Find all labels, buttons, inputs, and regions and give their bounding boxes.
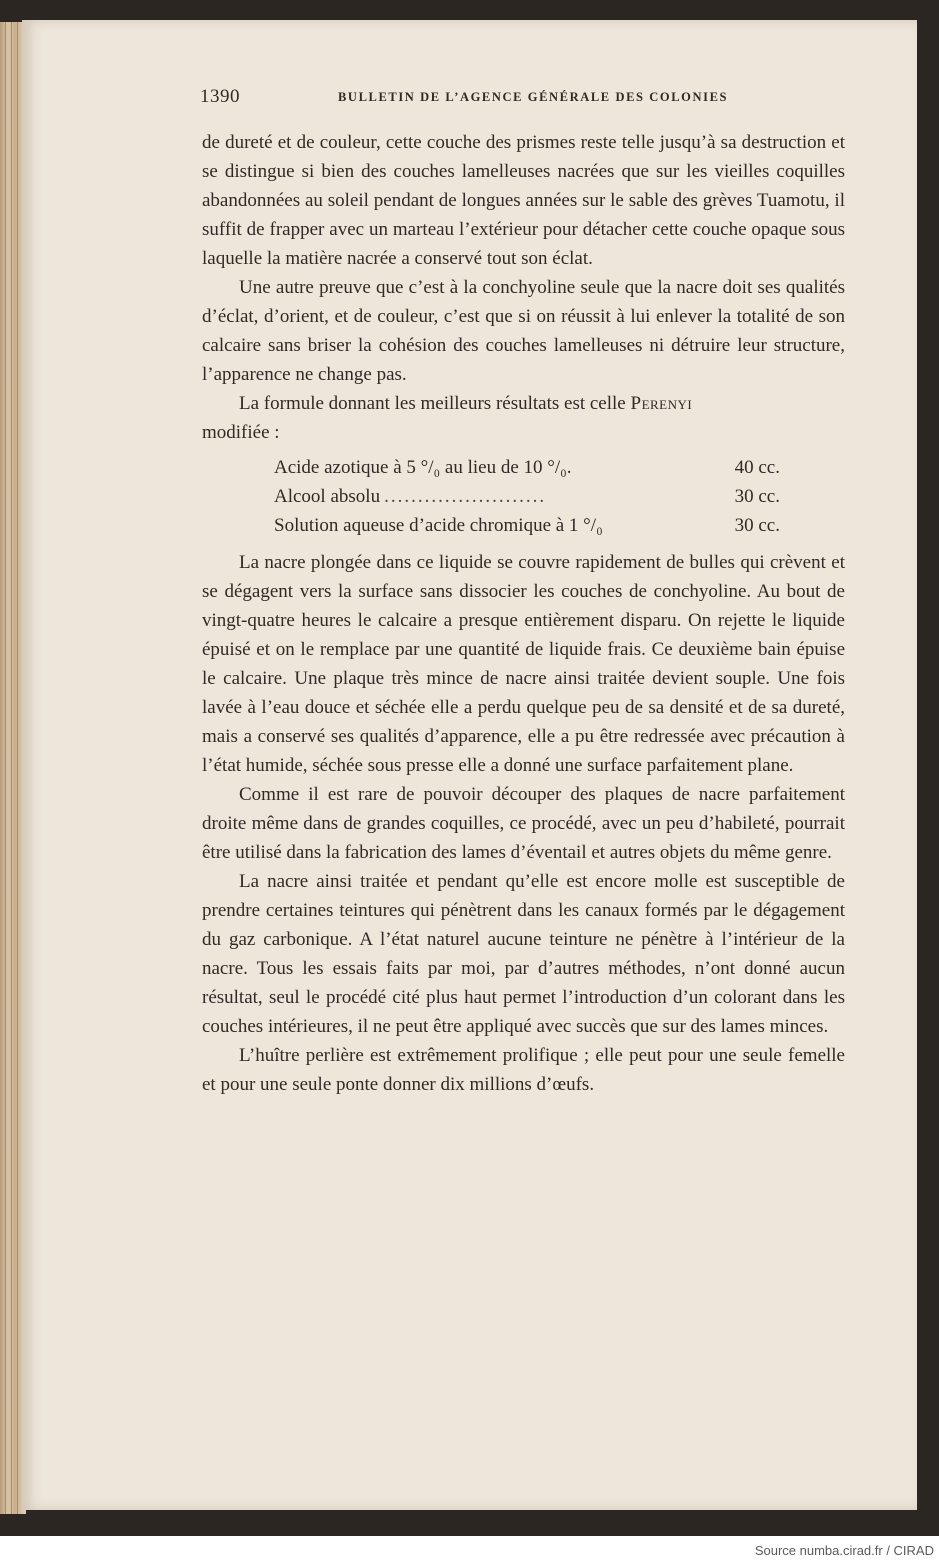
formula-row: [274, 482, 780, 511]
running-title: BULLETIN DE L’AGENCE GÉNÉRALE DES COLONIES: [338, 90, 729, 104]
article-body: [202, 128, 845, 1099]
paragraph-3-tail: modifiée :: [202, 422, 280, 443]
formula-ingredient: Solution aqueuse d’acide chromique à 1 °/₀: [274, 515, 603, 536]
formula-ingredient: Alcool absolu: [274, 486, 381, 507]
paragraph-7: L’huître perlière est extrêmement prolifique ; elle peut pour une seule femelle et pour une seule ponte donner dix millions d’œufs.: [202, 1045, 845, 1095]
formula-amount: 30 cc.: [734, 515, 780, 536]
formula-amount: 30 cc.: [734, 486, 780, 507]
page-header: [200, 86, 800, 110]
formula-list: [274, 453, 780, 540]
paragraph-6: La nacre ainsi traitée et pendant qu’elle est encore molle est susceptible de prendre certaines teintures qui pénètrent dans les canaux formés par le dégagement du gaz carbonique. A l’état naturel aucune teinture ne pénètre à l’intérieur de la nacre. Tous les essais faits par moi, par d’autres méthodes, n’ont donné aucun résultat, seul le procédé cité plus haut permet l’introduction d’un colorant dans les couches intérieures, il ne peut être appliqué avec succès que sur des lames minces.: [202, 871, 845, 1037]
formula-row: [274, 511, 780, 540]
formula-amount: 40 cc.: [734, 457, 780, 478]
page-number: 1390: [200, 86, 240, 107]
paragraph-5: Comme il est rare de pouvoir découper des plaques de nacre parfaitement droite même dans de grandes coquilles, ce procédé, avec un peu d’habileté, pourrait être utilisé dans la fabrication des lames d’éventail et autres objets du même genre.: [202, 784, 845, 863]
paragraph-3: [202, 389, 845, 447]
paragraph-1: de dureté et de couleur, cette couche des prismes reste telle jusqu’à sa destruction et se distingue si bien des couches lamelleuses nacrées que sur les vieilles coquilles abandonnées au soleil pendant de longues années sur le sable des grèves Tuamotu, il suffit de frapper avec un marteau l’extérieur pour détacher cette couche opaque sous laquelle la matière nacrée a conservé tout son éclat.: [202, 132, 845, 269]
author-name: Perenyi: [630, 393, 693, 414]
source-credit: Source numba.cirad.fr / CIRAD: [754, 1543, 934, 1558]
formula-leader-dots: ........................: [384, 486, 547, 507]
paragraph-2: Une autre preuve que c’est à la conchyoline seule que la nacre doit ses qualités d’éclat, d’orient, et de couleur, c’est que si on réussit à lui enlever la totalité de son calcaire sans briser la cohésion des couches lamelleuses ni détruire leur structure, l’apparence ne change pas.: [202, 277, 845, 385]
formula-row: [274, 453, 780, 482]
paragraph-4: La nacre plongée dans ce liquide se couvre rapidement de bulles qui crèvent et se dégagent vers la surface sans dissocier les couches de conchyoline. Au bout de vingt-quatre heures le calcaire a presque entièrement disparu. On rejette le liquide épuisé et on le remplace par une quantité de liquide frais. Ce deuxième bain épuise le calcaire. Une plaque très mince de nacre ainsi traitée devient souple. Une fois lavée à l’eau douce et séchée elle a perdu quelque peu de sa densité et de sa dureté, mais a conservé ses qualités d’apparence, elle a pu être redressée avec précaution à l’état humide, séchée sous presse elle a donné une surface parfaitement plane.: [202, 552, 845, 776]
paragraph-3-lead: La formule donnant les meilleurs résultats est celle: [239, 393, 631, 414]
formula-ingredient: Acide azotique à 5 °/₀ au lieu de 10 °/₀.: [274, 457, 572, 478]
